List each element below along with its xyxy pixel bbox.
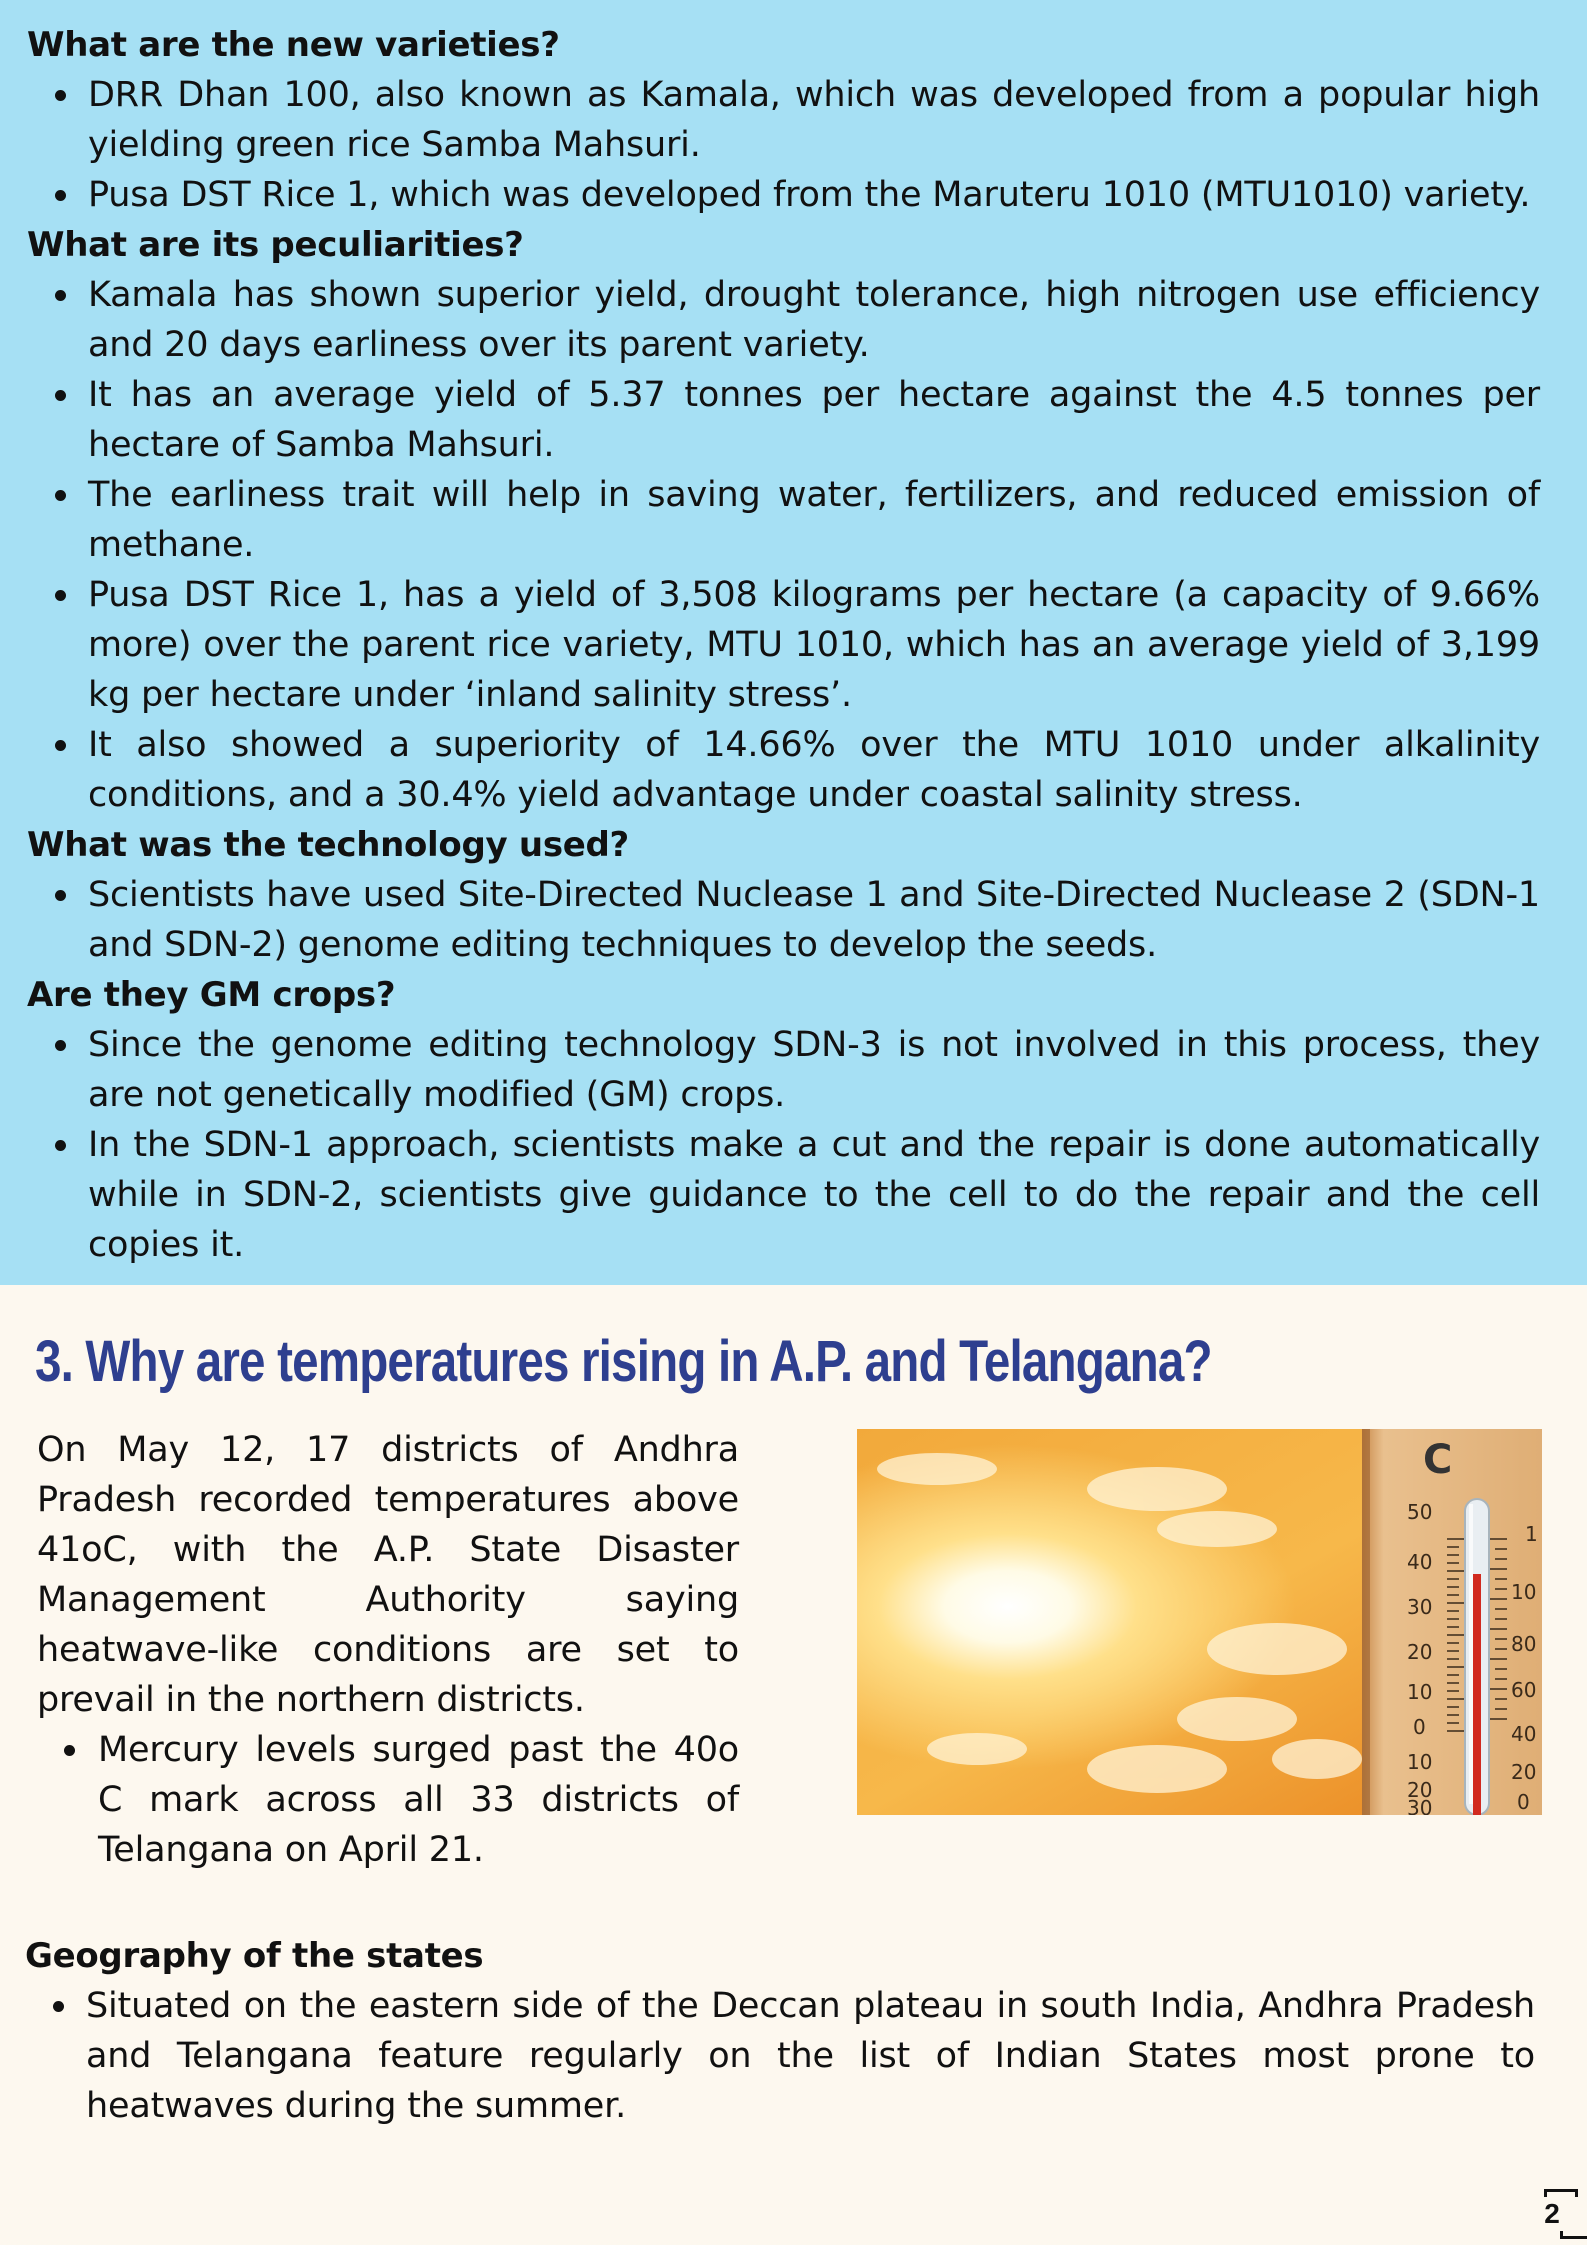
thermometer-right-tick: 0	[1517, 1790, 1530, 1814]
thermometer-left-tick: 10	[1407, 1680, 1433, 1704]
thermometer-right-tick: 60	[1511, 1678, 1537, 1702]
new-varieties-list	[27, 70, 1540, 220]
list-item: The earliness trait will help in saving water, fertilizers, and reduced emission of methane.	[27, 470, 1540, 570]
thermometer-left-tick: 10	[1407, 1750, 1433, 1774]
question-new-varieties: What are the new varieties?	[27, 25, 560, 65]
thermometer-right-tick: 10	[1511, 1580, 1537, 1604]
list-item: In the SDN-1 approach, scientists make a cut and the repair is done automatically while in SDN-2, scientists give guidance to the cell to do the repair and the cell copies it.	[27, 1120, 1540, 1270]
intro-list	[37, 1725, 739, 1875]
section-heading: 3. Why are temperatures rising in A.P. and Telangana?	[35, 1329, 1212, 1394]
bullet-icon	[55, 290, 66, 301]
thermometer-left-tick: 0	[1413, 1715, 1426, 1739]
list-item: It also showed a superiority of 14.66% over the MTU 1010 under alkalinity conditions, and a 30.4% yield advantage under coastal salinity stress.	[27, 720, 1540, 820]
intro-paragraph: On May 12, 17 districts of Andhra Pradesh recorded temperatures above 41oC, with the A.P. State Disaster Management Authority saying heatwave-like conditions are set to prevail in the northern districts.	[37, 1430, 739, 1720]
bullet-icon	[55, 190, 66, 201]
technology-list	[27, 870, 1540, 970]
list-item: Situated on the eastern side of the Deccan plateau in south India, Andhra Pradesh and Telangana feature regularly on the list of Indian States most prone to heatwaves during the summer.	[25, 1981, 1535, 2131]
list-item: Mercury levels surged past the 40o C mark across all 33 districts of Telangana on April 21.	[37, 1725, 739, 1875]
thermometer-right-tick: 1	[1525, 1522, 1538, 1546]
list-item: Scientists have used Site-Directed Nuclease 1 and Site-Directed Nuclease 2 (SDN-1 and SDN-2) genome editing techniques to develop the seeds.	[27, 870, 1540, 970]
geography-block	[25, 1931, 1535, 2131]
question-technology: What was the technology used?	[27, 825, 629, 865]
thermometer-right-tick: 80	[1511, 1632, 1537, 1656]
intro-text-block	[37, 1425, 739, 1875]
bullet-icon	[55, 1040, 66, 1051]
bullet-icon	[55, 1140, 66, 1151]
bracket-top-icon	[1544, 2189, 1578, 2197]
bracket-bottom-icon	[1560, 2231, 1587, 2239]
bullet-icon	[55, 490, 66, 501]
sun-thermometer-illustration	[857, 1429, 1542, 1815]
thermometer-left-tick: 40	[1407, 1550, 1433, 1574]
thermometer-left-tick: 20	[1407, 1778, 1433, 1802]
gm-crops-list	[27, 1020, 1540, 1270]
bullet-icon	[55, 390, 66, 401]
bullet-icon	[55, 890, 66, 901]
thermometer-left-tick: 50	[1407, 1500, 1433, 1524]
page-number: 2	[1535, 2189, 1569, 2239]
question-gm-crops: Are they GM crops?	[27, 975, 396, 1015]
sun-thermometer-photo	[857, 1429, 1542, 1815]
bullet-icon	[55, 90, 66, 101]
geography-list	[25, 1981, 1535, 2131]
bullet-icon	[53, 2001, 64, 2012]
bullet-icon	[55, 740, 66, 751]
bullet-icon	[55, 590, 66, 601]
question-peculiarities: What are its peculiarities?	[27, 225, 524, 265]
thermometer-unit: C	[1423, 1437, 1453, 1483]
bullet-icon	[64, 1745, 75, 1756]
geography-title: Geography of the states	[25, 1936, 484, 1976]
peculiarities-list	[27, 270, 1540, 820]
list-item: DRR Dhan 100, also known as Kamala, which was developed from a popular high yielding green rice Samba Mahsuri.	[27, 70, 1540, 170]
thermometer-left-tick: 30	[1407, 1796, 1433, 1815]
list-item: It has an average yield of 5.37 tonnes per hectare against the 4.5 tonnes per hectare of Samba Mahsuri.	[27, 370, 1540, 470]
thermometer-left-tick: 20	[1407, 1640, 1433, 1664]
thermometer-right-tick: 40	[1511, 1722, 1537, 1746]
list-item: Since the genome editing technology SDN-3 is not involved in this process, they are not genetically modified (GM) crops.	[27, 1020, 1540, 1120]
list-item: Pusa DST Rice 1, which was developed from the Maruteru 1010 (MTU1010) variety.	[27, 170, 1540, 220]
thermometer-right-tick: 20	[1511, 1760, 1537, 1784]
thermometer-left-tick: 30	[1407, 1595, 1433, 1619]
list-item: Kamala has shown superior yield, drought tolerance, high nitrogen use efficiency and 20 days earliness over its parent variety.	[27, 270, 1540, 370]
list-item: Pusa DST Rice 1, has a yield of 3,508 kilograms per hectare (a capacity of 9.66% more) over the parent rice variety, MTU 1010, which has an average yield of 3,199 kg per hectare under ‘inland salinity stress’.	[27, 570, 1540, 720]
temperatures-section	[0, 1285, 1587, 2245]
